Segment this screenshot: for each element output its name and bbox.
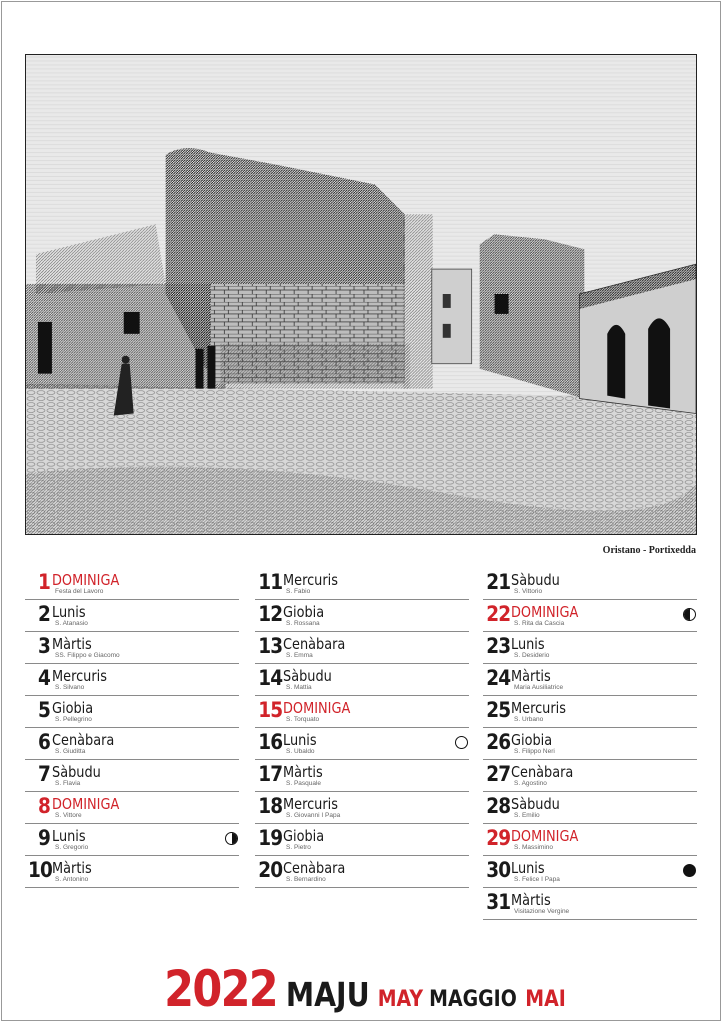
saint-name: S. Gregorio — [55, 844, 89, 851]
day-row — [483, 696, 697, 728]
saint-name: S. Ubaldo — [286, 748, 315, 755]
day-number: 26 — [486, 730, 511, 754]
day-row — [483, 760, 697, 792]
footer-year: 2022 — [164, 960, 277, 1018]
saint-name: S. Massimino — [514, 844, 554, 851]
saint-name: S. Urbano — [514, 716, 544, 723]
saint-name: S. Desiderio — [514, 652, 550, 659]
saint-name: S. Emma — [286, 652, 313, 659]
weekday-name: Màrtis — [52, 859, 92, 877]
day-column-3 — [483, 568, 697, 920]
saint-name: S. Agostino — [514, 780, 547, 787]
saint-name: S. Emilio — [514, 812, 540, 819]
saint-name: S. Vittore — [55, 812, 82, 819]
weekday-name: Cenàbara — [283, 635, 346, 653]
day-row — [25, 568, 239, 600]
day-number: 30 — [486, 858, 511, 882]
weekday-name: Cenàbara — [52, 731, 115, 749]
weekday-name: Giobia — [283, 827, 325, 845]
footer-month-sardinian: MAJU — [285, 975, 370, 1014]
saint-name: S. Giuditta — [55, 748, 86, 755]
saint-name: S. Pietro — [286, 844, 311, 851]
day-number: 20 — [258, 858, 283, 882]
weekday-name: Màrtis — [511, 667, 551, 685]
day-number: 29 — [486, 826, 511, 850]
footer-month-german: MAI — [525, 987, 566, 1012]
weekday-name: Sàbudu — [511, 795, 560, 813]
weekday-name: Mercuris — [283, 571, 338, 589]
day-number: 15 — [258, 698, 283, 722]
day-row — [25, 760, 239, 792]
day-number: 19 — [258, 826, 283, 850]
calendar-footer — [0, 960, 724, 1018]
weekday-name: Sàbudu — [511, 571, 560, 589]
day-row — [483, 856, 697, 888]
engraving-illustration — [25, 54, 697, 535]
saint-name: S. Pellegrino — [55, 716, 92, 723]
weekday-name: Cenàbara — [283, 859, 346, 877]
weekday-name: DOMINIGA — [52, 795, 120, 813]
day-row — [255, 696, 469, 728]
day-number: 23 — [486, 634, 511, 658]
day-row — [255, 728, 469, 760]
saint-name: Visitazione Vergine — [514, 908, 570, 915]
day-row — [25, 600, 239, 632]
saint-name: S. Mattia — [286, 684, 312, 691]
day-row — [483, 824, 697, 856]
day-number: 11 — [258, 570, 283, 594]
weekday-name: Giobia — [52, 699, 94, 717]
day-number: 28 — [486, 794, 511, 818]
weekday-name: Mercuris — [283, 795, 338, 813]
saint-name: S. Torquato — [286, 716, 320, 723]
weekday-name: DOMINIGA — [283, 699, 351, 717]
saint-name: S. Pasquale — [286, 780, 322, 787]
day-row — [255, 824, 469, 856]
day-number: 24 — [486, 666, 511, 690]
day-number: 8 — [38, 794, 50, 818]
saint-name: S. Silvano — [55, 684, 85, 691]
day-row — [483, 888, 697, 920]
day-number: 21 — [486, 570, 511, 594]
day-row — [25, 856, 239, 888]
new-moon-icon — [683, 864, 696, 877]
day-row — [255, 568, 469, 600]
day-number: 7 — [38, 762, 50, 786]
saint-name: S. Vittorio — [514, 588, 543, 595]
day-number: 14 — [258, 666, 283, 690]
first-quarter-moon-icon — [225, 832, 238, 845]
day-row — [255, 664, 469, 696]
day-number: 27 — [486, 762, 511, 786]
day-row — [483, 792, 697, 824]
last-quarter-moon-icon — [683, 608, 696, 621]
day-number: 18 — [258, 794, 283, 818]
day-row — [255, 600, 469, 632]
day-row — [483, 632, 697, 664]
day-number: 4 — [38, 666, 50, 690]
day-number: 10 — [28, 858, 52, 882]
weekday-name: Sàbudu — [283, 667, 332, 685]
weekday-name: Mercuris — [511, 699, 566, 717]
day-number: 6 — [38, 730, 50, 754]
saint-name: Festa del Lavoro — [55, 588, 104, 595]
day-row — [255, 856, 469, 888]
day-row — [483, 600, 697, 632]
saint-name: S. Giovanni I Papa — [286, 812, 341, 819]
full-moon-icon — [455, 736, 468, 749]
day-row — [483, 664, 697, 696]
day-number: 31 — [486, 890, 511, 914]
weekday-name: Màrtis — [52, 635, 92, 653]
day-number: 17 — [258, 762, 283, 786]
day-number: 12 — [258, 602, 283, 626]
day-row — [483, 728, 697, 760]
weekday-name: Lunis — [283, 731, 317, 749]
day-row — [25, 728, 239, 760]
day-row — [25, 792, 239, 824]
weekday-name: Mercuris — [52, 667, 107, 685]
day-row — [25, 696, 239, 728]
weekday-name: DOMINIGA — [511, 827, 579, 845]
day-column-1 — [25, 568, 239, 888]
weekday-name: DOMINIGA — [511, 603, 579, 621]
saint-name: S. Rita da Cascia — [514, 620, 565, 627]
illustration-caption: Oristano - Portixedda — [602, 545, 696, 556]
saint-name: S. Filippo Neri — [514, 748, 555, 755]
day-row — [483, 568, 697, 600]
weekday-name: Lunis — [511, 635, 545, 653]
saint-name: S. Atanasio — [55, 620, 88, 627]
day-number: 2 — [38, 602, 50, 626]
weekday-name: Lunis — [52, 827, 86, 845]
weekday-name: DOMINIGA — [52, 571, 120, 589]
weekday-name: Lunis — [511, 859, 545, 877]
saint-name: SS. Filippo e Giacomo — [55, 652, 120, 659]
engraving-scene — [26, 55, 696, 534]
footer-month-italian: MAGGIO — [428, 987, 517, 1012]
saint-name: S. Antonino — [55, 876, 89, 883]
day-row — [255, 632, 469, 664]
weekday-name: Sàbudu — [52, 763, 101, 781]
day-row — [25, 664, 239, 696]
saint-name: S. Felice I Papa — [514, 876, 560, 883]
day-row — [25, 824, 239, 856]
day-row — [255, 760, 469, 792]
weekday-name: Cenàbara — [511, 763, 574, 781]
day-number: 16 — [258, 730, 283, 754]
saint-name: S. Bernardino — [286, 876, 326, 883]
day-number: 3 — [38, 634, 50, 658]
day-number: 9 — [38, 826, 50, 850]
saint-name: S. Fabio — [286, 588, 311, 595]
day-number: 1 — [38, 570, 50, 594]
day-row — [255, 792, 469, 824]
day-number: 22 — [486, 602, 511, 626]
day-number: 13 — [258, 634, 283, 658]
weekday-name: Màrtis — [283, 763, 323, 781]
weekday-name: Lunis — [52, 603, 86, 621]
weekday-name: Màrtis — [511, 891, 551, 909]
saint-name: S. Rossana — [286, 620, 320, 627]
saint-name: Maria Ausiliatrice — [514, 684, 564, 691]
footer-month-english: MAY — [378, 987, 424, 1012]
weekday-name: Giobia — [283, 603, 325, 621]
saint-name: S. Flavia — [55, 780, 81, 787]
day-column-2 — [255, 568, 469, 888]
day-row — [25, 632, 239, 664]
weekday-name: Giobia — [511, 731, 553, 749]
day-number: 25 — [486, 698, 511, 722]
day-number: 5 — [38, 698, 50, 722]
